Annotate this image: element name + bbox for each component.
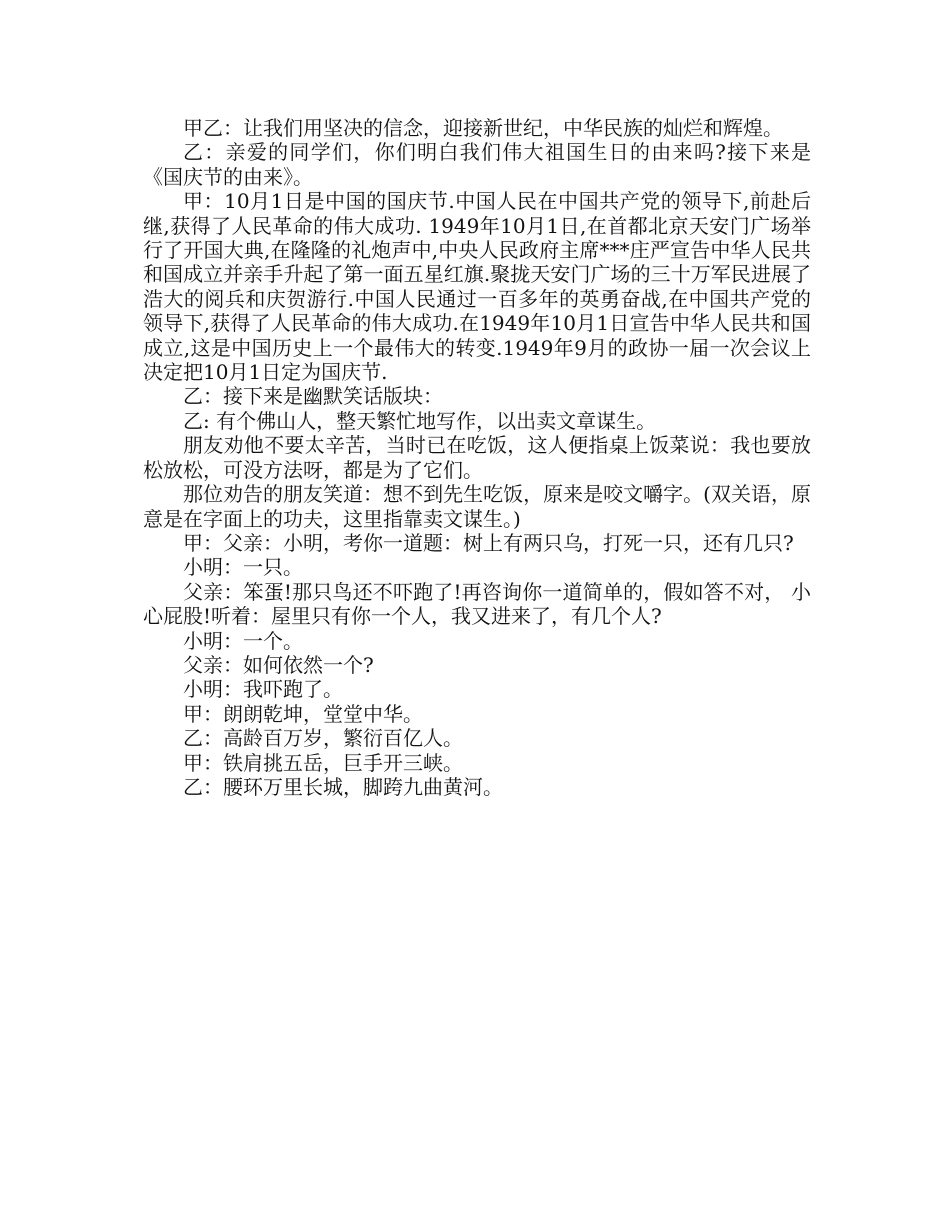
paragraph: 甲：父亲：小明，考你一道题：树上有两只乌，打死一只，还有几只? xyxy=(183,530,794,555)
paragraph: 甲：铁肩挑五岳，巨手开三峡。 xyxy=(183,750,463,775)
paragraph: 乙：高龄百万岁，繁衍百亿人。 xyxy=(183,726,463,751)
paragraph: 乙：接下来是幽默笑话版块： xyxy=(183,384,443,409)
document-body xyxy=(143,116,811,799)
paragraph: 那位劝告的朋友笑道：想不到先生吃饭，原来是咬文嚼字。(双关语，原意是在字面上的功夫，这里指靠卖文谋生。) xyxy=(143,482,811,531)
paragraph: 朋友劝他不要太辛苦，当时已在吃饭，这人便指桌上饭菜说：我也要放松放松，可没方法呀，都是为了它们。 xyxy=(143,433,811,482)
paragraph: 小明：我吓跑了。 xyxy=(183,677,343,702)
paragraph: 乙：亲爱的同学们，你们明白我们伟大祖国生日的由来吗?接下来是《国庆节的由来》。 xyxy=(143,140,811,189)
paragraph: 甲乙：让我们用坚决的信念，迎接新世纪，中华民族的灿烂和辉煌。 xyxy=(183,116,783,140)
paragraph: 小明：一个。 xyxy=(183,628,303,653)
paragraph: 乙：腰环万里长城，脚跨九曲黄河。 xyxy=(183,774,503,799)
paragraph: 甲：朗朗乾坤，堂堂中华。 xyxy=(183,701,423,726)
paragraph: 甲：10月1日是中国的国庆节.中国人民在中国共产党的领导下,前赴后继,获得了人民革命的伟大成功. 1949年10月1日,在首都北京天安门广场举行了开国大典,在隆隆的礼炮声中,中央人民政府主席***庄严宣告中华人民共和国成立并亲手升起了第一面五星红旗.聚拢天安门广场的三十万军民进展了浩大的阅兵和庆贺游行.中国人民通过一百多年的英勇奋战,在中国共产党的领导下,获得了人民革命的伟大成功.在1949年10月1日宣告中华人民共和国成立,这是中国历史上一个最伟大的转变.1949年9月的政协一届一次会议上决定把10月1日定为国庆节. xyxy=(143,189,811,385)
paragraph: 父亲：笨蛋!那只鸟还不吓跑了!再咨询你一道简单的，假如答不对， 小心屁股!听着：屋里只有你一个人，我又进来了，有几个人? xyxy=(143,579,811,629)
paragraph: 父亲：如何依然一个? xyxy=(183,652,374,677)
paragraph: 乙: 有个佛山人，整天繁忙地写作，以出卖文章谋生。 xyxy=(183,408,657,433)
paragraph: 小明：一只。 xyxy=(183,555,303,580)
